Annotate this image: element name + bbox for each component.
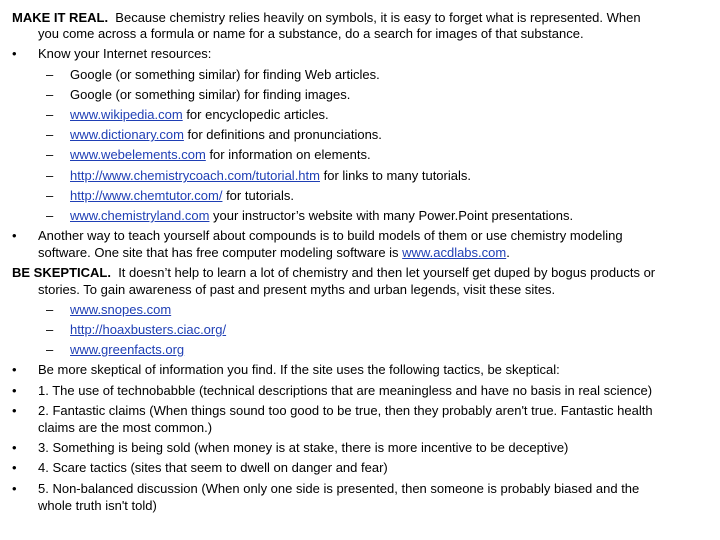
dash-marker: – <box>46 147 54 162</box>
models-text: Another way to teach yourself about compounds is to build models of them or use chemistry modeling <box>38 228 623 243</box>
resource-item-google-images: Google (or something similar) for finding images. <box>70 87 351 102</box>
resource-desc: for tutorials. <box>222 188 294 203</box>
site-item-snopes <box>70 302 171 318</box>
make-it-real-text: Because chemistry relies heavily on symbols, it is easy to forget what is represented. When <box>115 10 641 25</box>
tactic-non-balanced: 5. Non-balanced discussion (When only one side is presented, then someone is probably biased and the <box>38 481 640 496</box>
be-skeptical-text-cont: stories. To gain awareness of past and present myths and urban legends, visit these sites. <box>38 282 556 297</box>
be-skeptical-paragraph <box>12 265 655 281</box>
dash-marker: – <box>46 127 54 142</box>
chemistryland-link[interactable]: www.chemistryland.com <box>70 208 210 223</box>
hoaxbusters-link[interactable]: http://hoaxbusters.ciac.org/ <box>70 322 227 337</box>
wikipedia-link[interactable]: www.wikipedia.com <box>70 107 183 122</box>
resource-desc: for information on elements. <box>205 147 371 162</box>
greenfacts-link[interactable]: www.greenfacts.org <box>70 342 185 357</box>
resources-label: Know your Internet resources: <box>38 46 212 61</box>
site-item-greenfacts <box>70 342 184 358</box>
chemistrycoach-link[interactable]: http://www.chemistrycoach.com/tutorial.htm <box>70 168 320 183</box>
tactic-non-balanced-cont: whole truth isn't told) <box>38 498 157 513</box>
bullet-marker: • <box>12 460 17 475</box>
dictionary-link[interactable]: www.dictionary.com <box>70 127 184 142</box>
resource-item-chemistrycoach <box>70 168 471 184</box>
be-skeptical-text: It doesn’t help to learn a lot of chemistry and then let yourself get duped by bogus products or <box>110 265 656 280</box>
webelements-link[interactable]: www.webelements.com <box>70 147 206 162</box>
dash-marker: – <box>46 208 54 223</box>
make-it-real-heading: MAKE IT REAL. <box>12 10 109 25</box>
tactic-fantastic-claims: 2. Fantastic claims (When things sound too good to be true, then they probably aren't true. Fantastic health <box>38 403 653 418</box>
tactic-fantastic-claims-cont: claims are the most common.) <box>38 420 213 435</box>
bullet-marker: • <box>12 481 17 496</box>
resource-item-webelements <box>70 147 371 163</box>
dash-marker: – <box>46 87 54 102</box>
dash-marker: – <box>46 302 54 317</box>
dash-marker: – <box>46 188 54 203</box>
resource-item-wikipedia <box>70 107 329 123</box>
dash-marker: – <box>46 107 54 122</box>
bullet-marker: • <box>12 383 17 398</box>
snopes-link[interactable]: www.snopes.com <box>70 302 172 317</box>
bullet-marker: • <box>12 440 17 455</box>
models-end: . <box>506 245 510 260</box>
make-it-real-paragraph <box>12 10 641 26</box>
tactic-something-sold: 3. Something is being sold (when money is at stake, there is more incentive to be deceptive) <box>38 440 569 455</box>
bullet-marker: • <box>12 362 17 377</box>
dash-marker: – <box>46 67 54 82</box>
resource-desc: for definitions and pronunciations. <box>183 127 382 142</box>
resource-desc: for encyclopedic articles. <box>182 107 329 122</box>
bullet-marker: • <box>12 228 17 243</box>
models-text-cont <box>38 245 510 261</box>
dash-marker: – <box>46 322 54 337</box>
models-desc: software. One site that has free computer modeling software is <box>38 245 403 260</box>
be-skeptical-heading: BE SKEPTICAL. <box>12 265 111 280</box>
tactic-technobabble: 1. The use of technobabble (technical descriptions that are meaningless and have no basis in real science) <box>38 383 653 398</box>
resource-item-chemistryland <box>70 208 573 224</box>
make-it-real-text-cont: you come across a formula or name for a substance, do a search for images of that substance. <box>38 26 584 41</box>
tactics-intro: Be more skeptical of information you find. If the site uses the following tactics, be skeptical: <box>38 362 560 377</box>
site-item-hoaxbusters <box>70 322 226 338</box>
resource-desc: for links to many tutorials. <box>319 168 471 183</box>
chemtutor-link[interactable]: http://www.chemtutor.com/ <box>70 188 223 203</box>
bullet-marker: • <box>12 403 17 418</box>
resource-item-dictionary <box>70 127 382 143</box>
dash-marker: – <box>46 168 54 183</box>
dash-marker: – <box>46 342 54 357</box>
bullet-marker: • <box>12 46 17 61</box>
resource-item-chemtutor <box>70 188 294 204</box>
resource-item-google-web: Google (or something similar) for finding Web articles. <box>70 67 380 82</box>
acdlabs-link[interactable]: www.acdlabs.com <box>402 245 507 260</box>
tactic-scare-tactics: 4. Scare tactics (sites that seem to dwell on danger and fear) <box>38 460 388 475</box>
resource-desc: your instructor’s website with many Power.Point presentations. <box>209 208 574 223</box>
